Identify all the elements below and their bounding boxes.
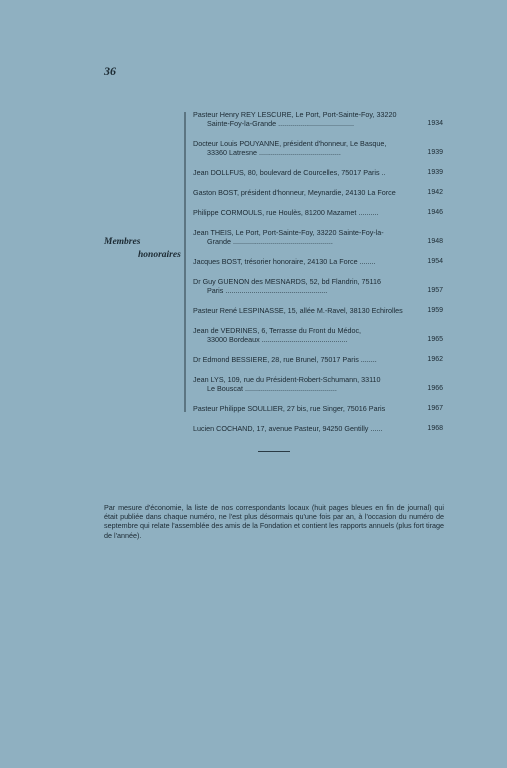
list-item bbox=[193, 375, 443, 393]
entry-year: 1967 bbox=[427, 405, 443, 412]
entry-line1: Jacques BOST, trésorier honoraire, 24130 La Force ........ bbox=[193, 257, 376, 266]
entry-line1: Docteur Louis POUYANNE, président d'honneur, Le Basque, bbox=[193, 139, 387, 148]
entry-year: 1959 bbox=[427, 307, 443, 314]
note-paragraph: Par mesure d'économie, la liste de nos correspondants locaux (huit pages bleues en fin de journal) qui était publiée dans chaque numéro, ne l'est plus désormais qu'une fois par an, à l'occasion du numéro de septembre qui relate l'assemblée des amis de la Fondation et contient les rapports annuels (plus fort tirage de l'année). bbox=[104, 503, 444, 540]
entry-line2: 33000 Bordeaux ........................................... bbox=[207, 335, 348, 344]
entry-year: 1939 bbox=[427, 169, 443, 176]
entry-line2: 33360 Latresne ......................................... bbox=[207, 148, 341, 157]
entry-year: 1968 bbox=[427, 425, 443, 432]
list-item bbox=[193, 306, 443, 315]
entry-line1: Jean LYS, 109, rue du Président-Robert-Schumann, 33110 bbox=[193, 375, 381, 384]
entry-year: 1946 bbox=[427, 209, 443, 216]
list-item bbox=[193, 228, 443, 246]
entry-line1: Lucien COCHAND, 17, avenue Pasteur, 94250 Gentilly ...... bbox=[193, 424, 383, 433]
list-item bbox=[193, 257, 443, 266]
page-number: 36 bbox=[104, 64, 116, 78]
entry-line1: Philippe CORMOULS, rue Houlès, 81200 Mazamet .......... bbox=[193, 208, 379, 217]
list-item bbox=[193, 110, 443, 128]
entry-line1: Pasteur Philippe SOULLIER, 27 bis, rue Singer, 75016 Paris bbox=[193, 404, 386, 413]
entry-line2: Le Bouscat .............................................. bbox=[207, 384, 337, 393]
entry-year: 1934 bbox=[427, 120, 443, 127]
list-item bbox=[193, 139, 443, 157]
entry-line2: Grande .................................................. bbox=[207, 237, 333, 246]
section-label-line1: Membres bbox=[104, 237, 141, 247]
entry-line2: Paris ................................................... bbox=[207, 286, 328, 295]
entry-line1: Dr Edmond BESSIERE, 28, rue Brunel, 75017 Paris ........ bbox=[193, 355, 377, 364]
entry-year: 1957 bbox=[427, 287, 443, 294]
entry-year: 1962 bbox=[427, 356, 443, 363]
entry-line1: Jean THEIS, Le Port, Port-Sainte-Foy, 33220 Sainte-Foy-la- bbox=[193, 228, 384, 237]
entry-line1: Pasteur Henry REY LESCURE, Le Port, Port-Sainte-Foy, 33220 bbox=[193, 110, 397, 119]
entry-line2: Sainte-Foy-la-Grande ...................................... bbox=[207, 119, 354, 128]
list-item bbox=[193, 404, 443, 413]
list-item bbox=[193, 355, 443, 364]
entry-line1: Gaston BOST, président d'honneur, Meynardie, 24130 La Force bbox=[193, 188, 396, 197]
entry-year: 1948 bbox=[427, 238, 443, 245]
brace-line bbox=[184, 112, 186, 412]
members-list bbox=[193, 110, 443, 444]
entry-line1: Jean DOLLFUS, 80, boulevard de Courcelles, 75017 Paris .. bbox=[193, 168, 386, 177]
section-label bbox=[104, 236, 181, 262]
entry-year: 1942 bbox=[427, 189, 443, 196]
list-item bbox=[193, 188, 443, 197]
entry-year: 1966 bbox=[427, 385, 443, 392]
list-item bbox=[193, 277, 443, 295]
entry-year: 1954 bbox=[427, 258, 443, 265]
separator-line bbox=[258, 451, 290, 452]
list-item bbox=[193, 208, 443, 217]
entry-line1: Jean de VEDRINES, 6, Terrasse du Front du Médoc, bbox=[193, 326, 362, 335]
entry-year: 1965 bbox=[427, 336, 443, 343]
list-item bbox=[193, 168, 443, 177]
list-item bbox=[193, 326, 443, 344]
entry-year: 1939 bbox=[427, 149, 443, 156]
entry-line1: Pasteur René LESPINASSE, 15, allée M.-Ravel, 38130 Echirolles bbox=[193, 306, 403, 315]
list-item bbox=[193, 424, 443, 433]
entry-line1: Dr Guy GUENON des MESNARDS, 52, bd Flandrin, 75116 bbox=[193, 277, 382, 286]
section-label-line2: honoraires bbox=[138, 250, 181, 260]
